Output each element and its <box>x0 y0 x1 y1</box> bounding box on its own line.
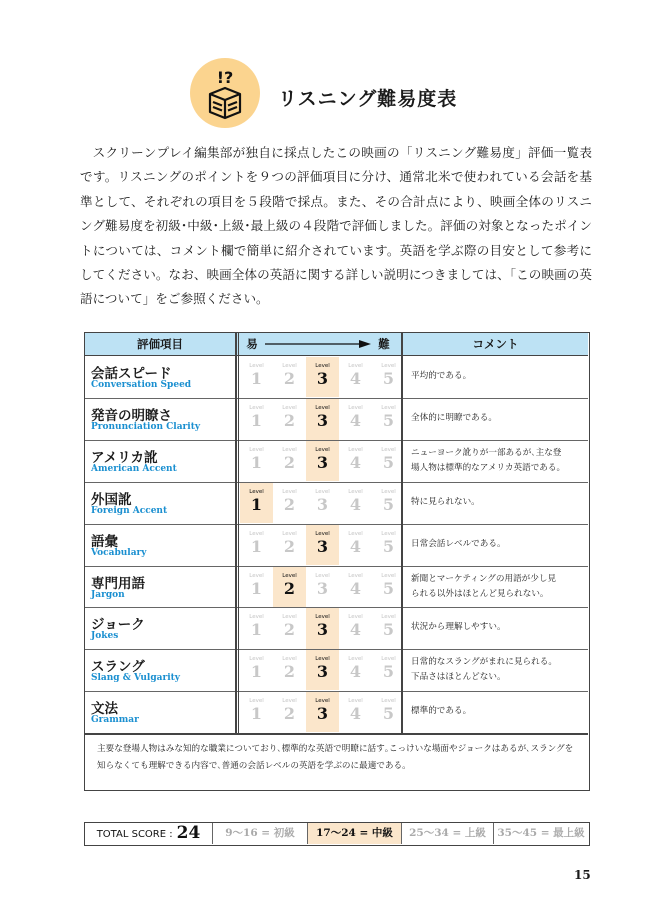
table-row <box>85 649 588 691</box>
item-name-ja: 語彙 <box>91 533 118 550</box>
item-name-ja: スラング <box>91 659 145 676</box>
level-number: 2 <box>283 536 296 556</box>
level-number: 2 <box>283 453 296 473</box>
level-number: 5 <box>382 662 395 682</box>
level-number: 3 <box>316 578 329 598</box>
table-row <box>85 607 588 649</box>
level-word: Level <box>249 405 264 412</box>
level-number: 1 <box>250 536 263 556</box>
level-number: 3 <box>316 453 329 473</box>
column-divider <box>235 333 237 734</box>
table-row <box>85 440 588 482</box>
score-range-intermediate: 17〜24 = 中級 <box>307 823 401 844</box>
level-number: 1 <box>250 703 263 723</box>
total-score-value: 24 <box>176 823 201 843</box>
level-cell <box>273 567 306 607</box>
comment-line: 下品さはほとんどない。 <box>411 672 506 683</box>
level-number: 3 <box>316 662 329 682</box>
level-number: 2 <box>283 494 296 514</box>
comment-line: 日常会話レベルである。 <box>411 538 506 549</box>
table-header <box>85 333 588 356</box>
level-word: Level <box>381 656 396 663</box>
level-word: Level <box>381 405 396 412</box>
level-word: Level <box>282 405 297 412</box>
level-cell <box>306 608 339 648</box>
level-word: Level <box>315 362 330 369</box>
comment-text <box>411 537 586 552</box>
summary-divider <box>85 733 588 735</box>
item-name-ja: 専門用語 <box>91 575 145 592</box>
item-name-ja: 会話スピード <box>91 365 172 382</box>
level-cell <box>339 525 372 565</box>
comment-line: られる以外はほとんど見られない。 <box>411 588 549 599</box>
level-number: 2 <box>283 578 296 598</box>
comment-line: ニューヨーク訛りが一部あるが､主な登 <box>411 448 562 459</box>
level-number: 3 <box>316 368 329 388</box>
level-cell <box>273 357 306 397</box>
level-cell <box>339 441 372 481</box>
item-name-en: Jokes <box>91 631 119 642</box>
level-word: Level <box>348 656 363 663</box>
level-number: 1 <box>250 368 263 388</box>
level-cell <box>273 608 306 648</box>
level-word: Level <box>348 405 363 412</box>
level-word: Level <box>348 447 363 454</box>
level-word: Level <box>348 488 363 495</box>
level-word: Level <box>282 656 297 663</box>
level-number: 2 <box>283 703 296 723</box>
level-word: Level <box>282 447 297 454</box>
level-number: 3 <box>316 703 329 723</box>
level-word: Level <box>249 572 264 579</box>
level-number: 5 <box>382 536 395 556</box>
level-number: 4 <box>349 578 362 598</box>
level-cell <box>273 399 306 439</box>
column-divider <box>401 333 403 734</box>
level-word: Level <box>249 362 264 369</box>
level-cell <box>339 483 372 523</box>
level-word: Level <box>282 614 297 621</box>
level-number: 4 <box>349 494 362 514</box>
level-word: Level <box>348 530 363 537</box>
level-word: Level <box>282 488 297 495</box>
item-name-en: Conversation Speed <box>91 379 192 390</box>
item-name-en: Pronunciation Clarity <box>91 422 201 433</box>
level-word: Level <box>381 362 396 369</box>
item-name-en: American Accent <box>91 464 177 475</box>
level-number: 2 <box>283 620 296 640</box>
total-score <box>85 823 212 844</box>
level-number: 5 <box>382 368 395 388</box>
table-row <box>85 691 588 733</box>
level-number: 4 <box>349 662 362 682</box>
level-number: 1 <box>250 620 263 640</box>
column-divider <box>238 333 239 734</box>
score-range-beginner: 9〜16 = 初級 <box>212 823 307 844</box>
page-number: 15 <box>574 868 591 882</box>
level-word: Level <box>348 362 363 369</box>
level-number: 5 <box>382 620 395 640</box>
level-word: Level <box>315 405 330 412</box>
level-number: 2 <box>283 411 296 431</box>
level-word: Level <box>282 362 297 369</box>
level-cell <box>306 399 339 439</box>
table-row <box>85 566 588 608</box>
item-name-ja: 文法 <box>91 700 118 717</box>
level-number: 4 <box>349 453 362 473</box>
level-word: Level <box>282 572 297 579</box>
level-word: Level <box>315 697 330 704</box>
level-cell <box>240 608 273 648</box>
level-number: 4 <box>349 368 362 388</box>
level-word: Level <box>348 614 363 621</box>
level-number: 4 <box>349 536 362 556</box>
level-word: Level <box>315 488 330 495</box>
item-name-en: Foreign Accent <box>91 505 168 516</box>
level-cell <box>339 692 372 732</box>
level-number: 5 <box>382 578 395 598</box>
level-cell <box>339 399 372 439</box>
item-name-ja: ジョーク <box>91 617 145 634</box>
comment-text <box>411 369 586 384</box>
level-number: 5 <box>382 494 395 514</box>
level-cell <box>273 650 306 690</box>
level-number: 3 <box>316 536 329 556</box>
level-cell <box>273 483 306 523</box>
level-number: 1 <box>250 411 263 431</box>
level-word: Level <box>381 697 396 704</box>
level-cell <box>306 441 339 481</box>
comment-text <box>411 655 586 685</box>
level-cell <box>240 483 273 523</box>
item-name-ja: 外国訛 <box>91 491 132 508</box>
comment-line: 平均的である。 <box>411 370 472 381</box>
comment-line: 全体的に明瞭である。 <box>411 413 497 424</box>
exclaim-question-marks: !? <box>216 68 234 87</box>
comment-text <box>411 411 586 426</box>
level-cell <box>240 525 273 565</box>
header-comment: コメント <box>472 337 519 351</box>
level-number: 4 <box>349 620 362 640</box>
level-word: Level <box>315 656 330 663</box>
level-cell <box>240 692 273 732</box>
level-word: Level <box>381 488 396 495</box>
comment-line: 状況から理解しやすい。 <box>411 622 506 633</box>
level-cell <box>273 441 306 481</box>
level-number: 3 <box>316 494 329 514</box>
level-number: 5 <box>382 453 395 473</box>
level-number: 2 <box>283 662 296 682</box>
comment-line: 特に見られない。 <box>411 496 480 507</box>
level-number: 1 <box>250 453 263 473</box>
level-word: Level <box>381 530 396 537</box>
level-word: Level <box>249 447 264 454</box>
summary-text: 主要な登場人物はみな知的な職業についており､標準的な英語で明瞭に話す｡こっけいな場面やジョークはあるが､スラングを知らなくても理解できる内容で､普通の会話レベルの英語を学ぶのに最適である｡ <box>97 744 574 771</box>
comment-text <box>411 704 586 719</box>
table-row <box>85 482 588 524</box>
item-name-en: Grammar <box>91 714 139 725</box>
level-word: Level <box>282 530 297 537</box>
page-title: リスニング難易度表 <box>278 88 458 110</box>
comment-line: 場人物は標準的なアメリカ英語である。 <box>411 463 566 474</box>
level-word: Level <box>381 447 396 454</box>
level-cell <box>339 357 372 397</box>
level-word: Level <box>249 697 264 704</box>
listening-difficulty-table <box>84 332 590 791</box>
level-word: Level <box>315 530 330 537</box>
item-name-ja: アメリカ訛 <box>91 450 158 467</box>
level-word: Level <box>249 488 264 495</box>
level-number: 1 <box>250 578 263 598</box>
level-cell <box>306 357 339 397</box>
level-word: Level <box>315 447 330 454</box>
level-word: Level <box>249 530 264 537</box>
level-number: 3 <box>316 620 329 640</box>
total-score-bar <box>84 822 590 846</box>
level-cell <box>240 650 273 690</box>
table-row <box>85 357 588 399</box>
level-cell <box>306 567 339 607</box>
level-cell <box>240 567 273 607</box>
level-number: 5 <box>382 703 395 723</box>
intro-paragraph: スクリーンプレイ編集部が独自に採点したこの映画の「リスニング難易度」評価一覧表です。リスニングのポイントを９つの評価項目に分け、通常北米で使われている会話を基準として、それぞれの項目を５段階で採点。また、その合計点により、映画全体のリスニング難易度を初級･中級･上級･最上級の４段階で評価しました。評価の対象となったポイントについては、コメント欄で簡単に紹介されています。英語を学ぶ際の目安として参考にしてください。なお、映画全体の英語に関する詳しい説明につきましては、「この映画の英語について」をご参照ください。 <box>80 145 592 307</box>
level-cell <box>273 525 306 565</box>
score-range-advanced: 25〜34 = 上級 <box>401 823 493 844</box>
level-number: 1 <box>250 494 263 514</box>
comment-text <box>411 495 586 510</box>
level-cell <box>306 650 339 690</box>
level-cell <box>306 525 339 565</box>
level-cell <box>339 608 372 648</box>
header-item: 評価項目 <box>137 337 183 351</box>
level-word: Level <box>381 614 396 621</box>
header-easy: 易 <box>246 337 258 351</box>
level-cell <box>306 692 339 732</box>
level-cell <box>339 567 372 607</box>
comment-text <box>411 620 586 635</box>
level-word: Level <box>249 614 264 621</box>
header-hard: 難 <box>378 337 390 351</box>
item-name-en: Slang & Vulgarity <box>91 673 181 684</box>
level-word: Level <box>348 697 363 704</box>
level-word: Level <box>348 572 363 579</box>
level-cell <box>339 650 372 690</box>
total-score-label: TOTAL SCORE : <box>96 829 173 840</box>
level-number: 4 <box>349 703 362 723</box>
level-number: 2 <box>283 368 296 388</box>
level-cell <box>240 441 273 481</box>
level-cell <box>273 692 306 732</box>
level-number: 1 <box>250 662 263 682</box>
comment-line: 新聞とマーケティングの用語が少し見 <box>411 573 557 584</box>
table-row <box>85 398 588 440</box>
level-number: 5 <box>382 411 395 431</box>
level-word: Level <box>282 697 297 704</box>
comment-line: 日常的なスラングがまれに見られる。 <box>411 657 557 668</box>
comment-line: 標準的である。 <box>411 705 472 716</box>
comment-text <box>411 446 586 476</box>
level-word: Level <box>315 572 330 579</box>
item-name-en: Vocabulary <box>91 547 147 558</box>
table-row <box>85 524 588 566</box>
level-cell <box>240 357 273 397</box>
level-word: Level <box>381 572 396 579</box>
arrow-right-icon <box>265 339 371 349</box>
level-word: Level <box>249 656 264 663</box>
comment-text <box>411 572 586 602</box>
item-name-en: Jargon <box>91 589 125 600</box>
level-number: 4 <box>349 411 362 431</box>
level-word: Level <box>315 614 330 621</box>
level-cell <box>306 483 339 523</box>
question-box-icon <box>190 58 260 128</box>
level-cell <box>240 399 273 439</box>
level-number: 3 <box>316 411 329 431</box>
item-name-ja: 発音の明瞭さ <box>91 408 172 425</box>
score-range-expert: 35〜45 = 最上級 <box>493 823 588 844</box>
